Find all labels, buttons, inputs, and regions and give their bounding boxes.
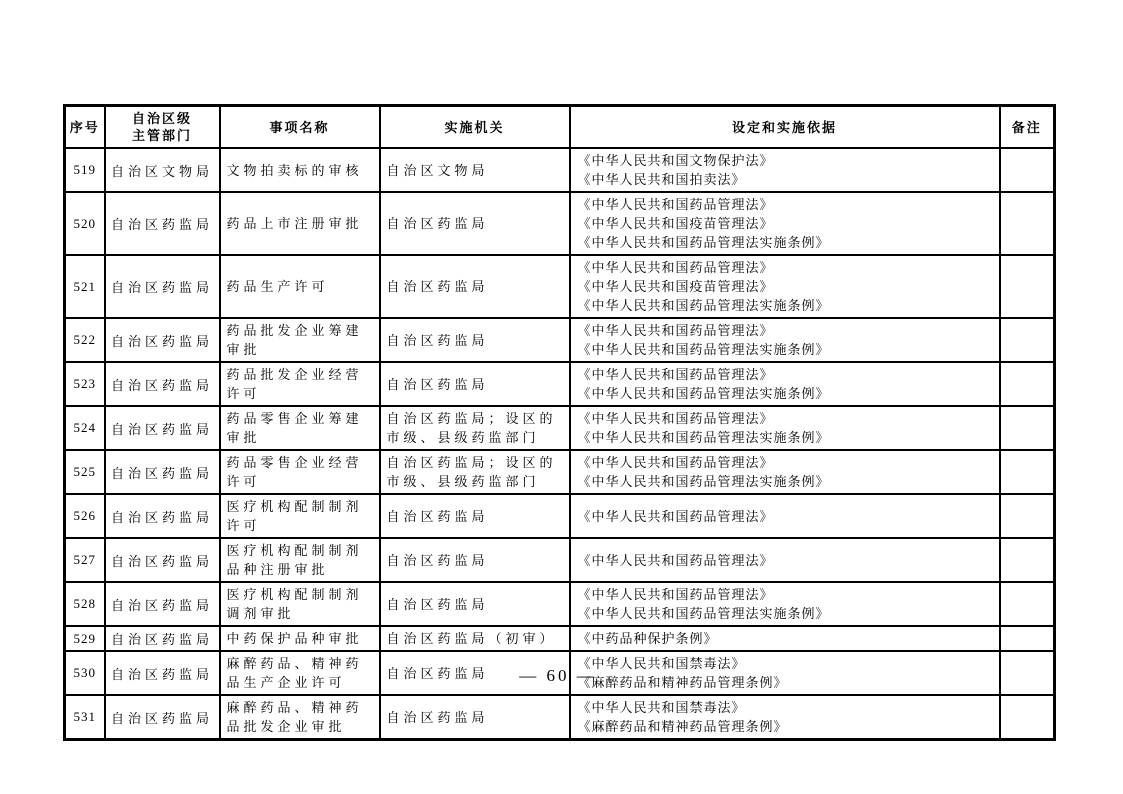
agency-cell: 自治区药监局 <box>380 651 570 695</box>
item-cell: 中药保护品种审批 <box>220 626 380 651</box>
remark-cell <box>1000 318 1055 362</box>
remark-cell <box>1000 538 1055 582</box>
col-header-dept <box>105 106 220 149</box>
remark-cell <box>1000 582 1055 626</box>
dept-cell: 自治区药监局 <box>105 406 220 450</box>
table-header-row <box>65 106 1055 149</box>
agency-cell: 自治区药监局（初审） <box>380 626 570 651</box>
agency-cell: 自治区文物局 <box>380 148 570 192</box>
basis-cell <box>570 192 1000 255</box>
table-row <box>65 318 1055 362</box>
basis-line: 《麻醉药品和精神药品管理条例》 <box>577 719 788 734</box>
col-header-basis: 设定和实施依据 <box>570 106 1000 149</box>
table-row <box>65 148 1055 192</box>
basis-cell <box>570 538 1000 582</box>
seq-cell: 526 <box>65 494 105 538</box>
basis-line: 《中华人民共和国药品管理法实施条例》 <box>577 386 830 401</box>
item-cell: 医疗机构配制制剂品种注册审批 <box>220 538 380 582</box>
agency-cell: 自治区药监局 <box>380 538 570 582</box>
remark-cell <box>1000 406 1055 450</box>
basis-line: 《中华人民共和国药品管理法》 <box>577 552 774 568</box>
basis-line: 《中华人民共和国药品管理法实施条例》 <box>577 298 830 313</box>
col-header-remark: 备注 <box>1000 106 1055 149</box>
seq-cell: 523 <box>65 362 105 406</box>
basis-cell <box>570 255 1000 318</box>
agency-cell: 自治区药监局；设区的市级、县级药监部门 <box>380 406 570 450</box>
remark-cell <box>1000 362 1055 406</box>
basis-line: 《麻醉药品和精神药品管理条例》 <box>577 675 788 690</box>
agency-cell: 自治区药监局 <box>380 494 570 538</box>
basis-cell <box>570 494 1000 538</box>
col-header-dept-line2: 主管部门 <box>131 128 192 143</box>
basis-line: 《中华人民共和国药品管理法》 <box>577 587 774 602</box>
dept-cell: 自治区药监局 <box>105 582 220 626</box>
table-row <box>65 406 1055 450</box>
agency-cell: 自治区药监局 <box>380 255 570 318</box>
agency-cell: 自治区药监局 <box>380 192 570 255</box>
col-header-seq: 序号 <box>65 106 105 149</box>
table-row <box>65 192 1055 255</box>
remark-cell <box>1000 255 1055 318</box>
basis-line: 《中华人民共和国疫苗管理法》 <box>577 216 774 231</box>
item-cell: 药品批发企业经营许可 <box>220 362 380 406</box>
remark-cell <box>1000 626 1055 651</box>
dept-cell: 自治区药监局 <box>105 651 220 695</box>
item-cell: 麻醉药品、精神药品生产企业许可 <box>220 651 380 695</box>
dept-cell: 自治区药监局 <box>105 695 220 740</box>
item-cell: 药品批发企业筹建审批 <box>220 318 380 362</box>
basis-line: 《中华人民共和国药品管理法》 <box>577 367 774 382</box>
basis-cell <box>570 626 1000 651</box>
item-cell: 医疗机构配制制剂许可 <box>220 494 380 538</box>
basis-line: 《中华人民共和国疫苗管理法》 <box>577 279 774 294</box>
seq-cell: 527 <box>65 538 105 582</box>
basis-line: 《中华人民共和国药品管理法》 <box>577 411 774 426</box>
table-row <box>65 255 1055 318</box>
basis-line: 《中药品种保护条例》 <box>577 631 718 646</box>
agency-cell: 自治区药监局 <box>380 695 570 740</box>
basis-line: 《中华人民共和国药品管理法实施条例》 <box>577 474 830 489</box>
item-cell: 药品零售企业经营许可 <box>220 450 380 494</box>
seq-cell: 531 <box>65 695 105 740</box>
basis-cell <box>570 362 1000 406</box>
seq-cell: 520 <box>65 192 105 255</box>
table-row <box>65 538 1055 582</box>
table-body <box>65 148 1055 740</box>
item-cell: 药品生产许可 <box>220 255 380 318</box>
col-header-dept-line1: 自治区级 <box>131 111 192 126</box>
item-cell: 文物拍卖标的审核 <box>220 148 380 192</box>
dept-cell: 自治区药监局 <box>105 538 220 582</box>
basis-line: 《中华人民共和国药品管理法》 <box>577 323 774 338</box>
remark-cell <box>1000 450 1055 494</box>
table-row <box>65 362 1055 406</box>
dept-cell: 自治区药监局 <box>105 255 220 318</box>
item-cell: 麻醉药品、精神药品批发企业审批 <box>220 695 380 740</box>
basis-line: 《中华人民共和国禁毒法》 <box>577 700 746 715</box>
seq-cell: 519 <box>65 148 105 192</box>
basis-cell <box>570 406 1000 450</box>
basis-line: 《中华人民共和国药品管理法实施条例》 <box>577 430 830 445</box>
seq-cell: 529 <box>65 626 105 651</box>
seq-cell: 524 <box>65 406 105 450</box>
basis-cell <box>570 695 1000 740</box>
approval-items-table <box>63 104 1056 741</box>
basis-line: 《中华人民共和国药品管理法》 <box>577 455 774 470</box>
table-row <box>65 494 1055 538</box>
basis-cell <box>570 318 1000 362</box>
basis-cell <box>570 582 1000 626</box>
remark-cell <box>1000 148 1055 192</box>
dept-cell: 自治区文物局 <box>105 148 220 192</box>
dept-cell: 自治区药监局 <box>105 318 220 362</box>
table-row <box>65 695 1055 740</box>
table-row <box>65 626 1055 651</box>
basis-line: 《中华人民共和国药品管理法实施条例》 <box>577 235 830 250</box>
remark-cell <box>1000 494 1055 538</box>
table-row <box>65 582 1055 626</box>
agency-cell: 自治区药监局 <box>380 582 570 626</box>
seq-cell: 525 <box>65 450 105 494</box>
dept-cell: 自治区药监局 <box>105 192 220 255</box>
basis-cell <box>570 148 1000 192</box>
dept-cell: 自治区药监局 <box>105 626 220 651</box>
seq-cell: 521 <box>65 255 105 318</box>
item-cell: 药品零售企业筹建审批 <box>220 406 380 450</box>
basis-line: 《中华人民共和国药品管理法实施条例》 <box>577 606 830 621</box>
item-cell: 药品上市注册审批 <box>220 192 380 255</box>
page-number: — 60 — <box>519 666 597 685</box>
table-row <box>65 450 1055 494</box>
basis-line: 《中华人民共和国药品管理法》 <box>577 197 774 212</box>
col-header-agency: 实施机关 <box>380 106 570 149</box>
agency-cell: 自治区药监局 <box>380 362 570 406</box>
basis-line: 《中华人民共和国药品管理法实施条例》 <box>577 342 830 357</box>
agency-cell: 自治区药监局 <box>380 318 570 362</box>
basis-line: 《中华人民共和国文物保护法》 <box>577 153 774 168</box>
basis-line: 《中华人民共和国拍卖法》 <box>577 172 746 187</box>
dept-cell: 自治区药监局 <box>105 362 220 406</box>
seq-cell: 522 <box>65 318 105 362</box>
basis-line: 《中华人民共和国药品管理法》 <box>577 508 774 524</box>
item-cell: 医疗机构配制制剂调剂审批 <box>220 582 380 626</box>
agency-cell: 自治区药监局；设区的市级、县级药监部门 <box>380 450 570 494</box>
col-header-item: 事项名称 <box>220 106 380 149</box>
basis-line: 《中华人民共和国药品管理法》 <box>577 260 774 275</box>
remark-cell <box>1000 695 1055 740</box>
seq-cell: 530 <box>65 651 105 695</box>
seq-cell: 528 <box>65 582 105 626</box>
basis-line: 《中华人民共和国禁毒法》 <box>577 656 746 671</box>
basis-cell <box>570 450 1000 494</box>
remark-cell <box>1000 192 1055 255</box>
dept-cell: 自治区药监局 <box>105 450 220 494</box>
dept-cell: 自治区药监局 <box>105 494 220 538</box>
